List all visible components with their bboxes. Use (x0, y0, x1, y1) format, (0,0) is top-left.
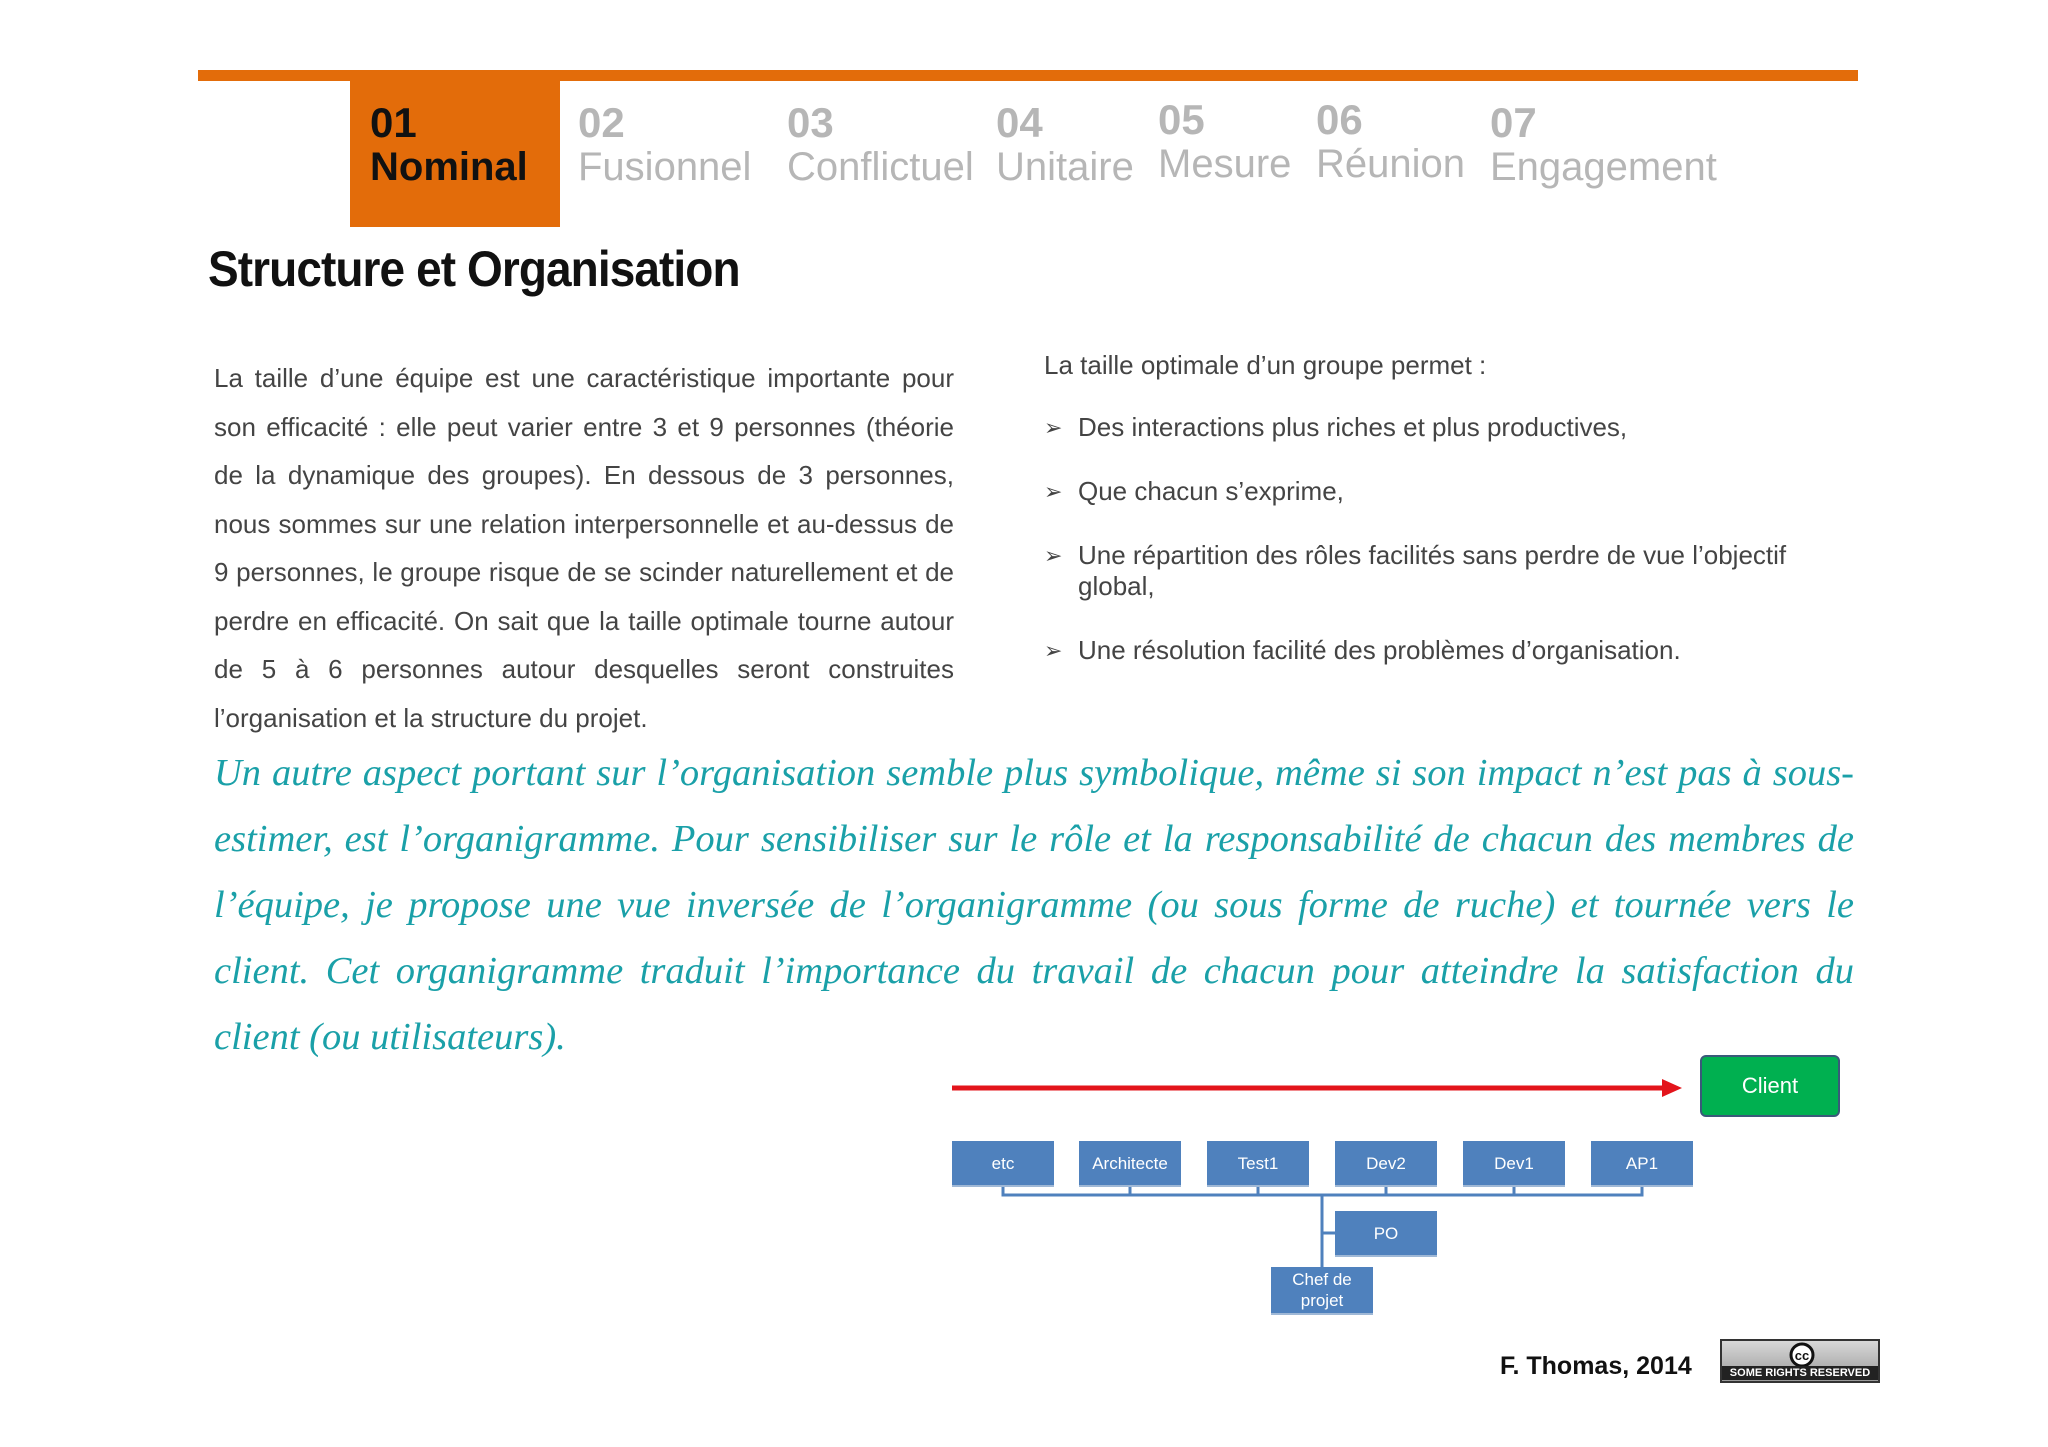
tab-number: 02 (578, 99, 625, 146)
list-item-text: Une résolution facilité des problèmes d’organisation. (1078, 635, 1681, 665)
org-chart (940, 1045, 1870, 1335)
list-item-text: Une répartition des rôles facilités sans perdre de vue l’objectif global, (1078, 540, 1787, 601)
benefits-intro: La taille optimale d’un groupe permet : (1044, 350, 1487, 380)
org-chef-box: Chef de projet (1271, 1267, 1373, 1313)
tab-fusionnel[interactable] (578, 81, 768, 227)
author-credit: F. Thomas, 2014 (1500, 1352, 1692, 1380)
emphasis-paragraph: Un autre aspect portant sur l’organisation semble plus symbolique, même si son impact n’est pas à sous-estimer, est l’organigramme. Pour sensibiliser sur le rôle et la responsabilité de chacun des membres de l’équipe, je propose une vue inversée de l’organigramme (ou sous forme de ruche) et tournée vers le client. Cet organigramme traduit l’importance du travail de chacun pour atteindre la satisfaction du client (ou utilisateurs). (214, 752, 1854, 1058)
tab-unitaire[interactable] (996, 81, 1146, 227)
tab-mesure[interactable] (1158, 78, 1298, 224)
tab-number: 06 (1316, 96, 1363, 143)
cc-license-text: SOME RIGHTS RESERVED (1722, 1366, 1878, 1380)
tab-label: Mesure (1158, 142, 1292, 186)
list-item-text: Des interactions plus riches et plus productives, (1078, 412, 1628, 442)
list-item (1044, 476, 1844, 507)
list-item (1044, 540, 1844, 602)
svg-text:cc: cc (1794, 1348, 1810, 1363)
tab-label: Unitaire (996, 145, 1134, 189)
client-direction-arrow-head (1662, 1079, 1682, 1097)
tab-conflictuel[interactable] (787, 81, 987, 227)
org-member-dev2: Dev2 (1335, 1141, 1437, 1185)
org-member-architecte: Architecte (1079, 1141, 1181, 1185)
list-item (1044, 412, 1844, 443)
header-rule (198, 70, 1858, 81)
tab-number: 07 (1490, 99, 1537, 146)
org-member-ap1: AP1 (1591, 1141, 1693, 1185)
tab-label: Réunion (1316, 142, 1466, 186)
arrow-bullet-icon: ➢ (1044, 415, 1063, 440)
cc-license-badge (1720, 1339, 1880, 1383)
tab-label: Fusionnel (578, 145, 752, 189)
tab-number: 01 (370, 99, 417, 146)
cc-logo-icon (1782, 1342, 1822, 1368)
org-po-box: PO (1335, 1211, 1437, 1255)
member-bus-line (1003, 1185, 1642, 1195)
org-member-etc: etc (952, 1141, 1054, 1185)
arrow-bullet-icon: ➢ (1044, 638, 1063, 663)
page-title: Structure et Organisation (208, 241, 740, 297)
arrow-bullet-icon: ➢ (1044, 479, 1063, 504)
arrow-bullet-icon: ➢ (1044, 543, 1063, 568)
tab-label: Nominal (370, 145, 528, 189)
tab-reunion[interactable] (1316, 78, 1466, 224)
tab-number: 04 (996, 99, 1043, 146)
client-box: Client (1700, 1055, 1840, 1117)
tab-nominal[interactable] (350, 81, 560, 227)
tab-number: 05 (1158, 96, 1205, 143)
tab-engagement[interactable] (1490, 81, 1720, 227)
tab-label: Engagement (1490, 145, 1717, 189)
tab-label: Conflictuel (787, 145, 974, 189)
tab-number: 03 (787, 99, 834, 146)
intro-paragraph: La taille d’une équipe est une caractéristique importante pour son efficacité : elle peut varier entre 3 et 9 personnes (théorie de la dynamique des groupes). En dessous de 3 personnes, nous sommes sur une relation interpersonnelle et au-dessus de 9 personnes, le groupe risque de se scinder naturellement et de perdre en efficacité. On sait que la taille optimale tourne autour de 5 à 6 personnes autour desquelles seront construites l’organisation et la structure du projet. (214, 363, 954, 733)
org-member-test1: Test1 (1207, 1141, 1309, 1185)
list-item-text: Que chacun s’exprime, (1078, 476, 1344, 506)
list-item (1044, 635, 1844, 666)
benefits-list (1044, 412, 1844, 699)
org-member-dev1: Dev1 (1463, 1141, 1565, 1185)
